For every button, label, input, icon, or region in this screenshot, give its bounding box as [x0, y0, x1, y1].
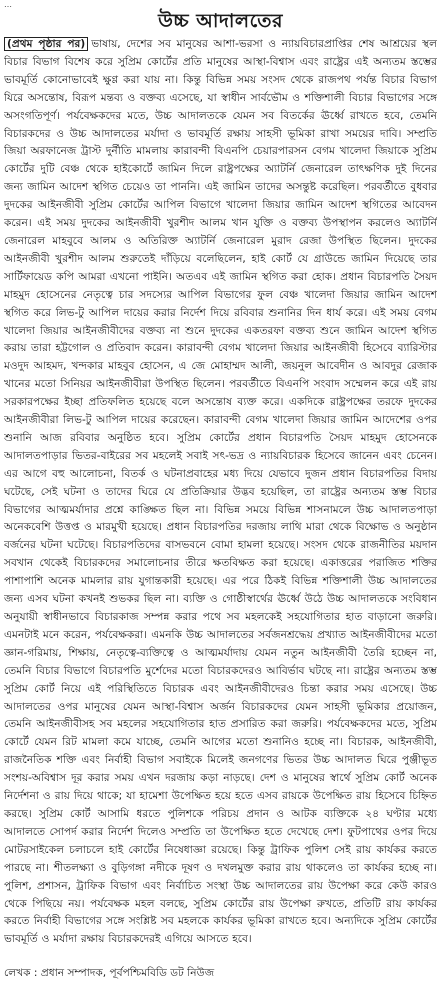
article-text: ভাষায়, দেশের সব মানুষের আশা-ভরসা ও ন্যায়বিচারপ্রাপ্তির শেষ আশ্রয়ের স্থল বিচার বিভাগ বিশেষ করে সুপ্রিম কোর্টের প্রতি মানুষের আস্থা-বিশ্বাস এবং রাষ্ট্রের এই অন্যতম স্তম্ভের ভাবমূর্তি কোনোভাবেই ক্ষুণ্ণ করা যায় না। কিন্তু বিভিন্ন সময় সংসদ থেকে রাজপথ পর্যন্ত বিচার বিভাগ যিরে অসন্তোষ, বিরূপ মন্তব্য ও বক্তব্য এসেছে, যা স্বাধীন সার্বভৌম ও শক্তিশালী বিচার বিভাগের সঙ্গে অসংগতিপূর্ণ। পর্যবেক্ষকদের মতে, উচ্চ আদালতকে যেমন সব বিতর্কের ঊর্ধ্বে রাখতে হবে, তেমনি বিচারকদের ও উচ্চ আদালতের মর্যাদা ও ভাবমূর্তি রক্ষায় সাহসী ভূমিকা রাখা সময়ের দাবি। সম্প্রতি জিয়া অরফানেজ ট্রাস্ট দুর্নীতি মামলায় কারাবন্দী বিএনপি চেয়ারপারসন বেগম খালেদা জিয়াকে সুপ্রিম কোর্টের দুটি বেঞ্চ থেকে হাইকোর্টে জামিন দিলে রাষ্ট্রপক্ষের অ্যাটর্নি জেনারেল তাৎক্ষণিক দুই দিনের জন্য জামিন আদেশ স্থগিত চেয়েও তা পাননি। এই জামিন তাদের অসন্তুষ্ট করেছিল। পরবর্তীতে বুধবার দুদকের আইনজীবী সুপ্রিম কোর্টের আপিল বিভাগে খালেদা জিয়ার জামিন আদেশ স্থগিতের আবেদন করেন। এই সময় দুদকের আইনজীবী খুরশীদ আলম খান যুক্তি ও বক্তব্য উপস্থাপন করলেও অ্যাটর্নি জেনারেল মাহবুবে আলম ও অতিরিক্ত অ্যাটর্নি জেনারেল মুরাদ রেজা উপস্থিত ছিলেন। দুদকের আইনজীবী খুরশীদ আলম শুরুতেই দাঁড়িয়ে বলেছিলেন, হাই কোর্ট যে গ্রাউন্ডে জামিন দিয়েছে তার সার্টিফায়েড কপি আমরা এখনো পাইনি। অতএব এই জামিন স্থগিত করা হোক। প্রধান বিচারপতি সৈয়দ মাহমুদ হোসেনের নেতৃত্বে চার সদস্যের আপিল বিভাগের ফুল বেঞ্চ খালেদা জিয়ার জামিন আদেশ স্থগিত করে লিভ-টু আপিল দায়ের করার নির্দেশ দিয়ে রবিবার শুনানির দিন ধার্য করে। এই সময় বেগম খালেদা জিয়ার আইনজীবীদের বক্তব্য না শুনে দুদকের একতরফা বক্তব্য শুনে জামিন আদেশ স্থগিত করায় তারা হট্টগোল ও প্রতিবাদ করেন। কারাবন্দী বেগম খালেদা জিয়ার আইনজীবী হিসেবে ব্যারিস্টার মওদুদ আহমদ, খন্দকার মাহবুব হোসেন, এ জে মোহাম্মদ আলী, জয়নুল আবেদীন ও আবদুর রেজাক খানের মতো সিনিয়র আইনজীবীরা উপস্থিত ছিলেন। পরবর্তীতে বিএনপি সংবাদ সম্মেলন করে এই রায় সরকারপক্ষের ইচ্ছা প্রতিফলিত হয়েছে বলে অসন্তোষ ব্যক্ত করে। একদিকে রাষ্ট্রপক্ষের তরফে দুদকের আইনজীবীরা লিভ-টু আপিল দায়ের করেছেন। কারাবন্দী বেগম খালেদা জিয়ার জামিন আদেশের ওপর শুনানি আজ রবিবার অনুষ্ঠিত হবে। সুপ্রিম কোর্টের প্রধান বিচারপতি সৈয়দ মাহমুদ হোসেনকে আদালতপাড়ার ভিতর-বাইরের সব মহলেই সবাই সৎ-ভদ্র ও ন্যায়বিচারক হিসেবে জানেন এবং চেনেন। এর আগে বহু আলোচনা, বিতর্ক ও ঘটনাপ্রবাহের মধ্য দিয়ে যেভাবে দুজন প্রধান বিচারপতির বিদায় ঘটেছে, সেই ঘটনা ও তাদের ঘিরে যে প্রতিক্রিয়ার উদ্ভব হয়েছিল, তা রাষ্ট্রের অন্যতম স্তম্ভ বিচার বিভাগের আত্মমর্যাদার প্রশ্নে কাঙ্ক্ষিত ছিল না। বিভিন্ন সময়ে বিভিন্ন শাসনামলে উচ্চ আদালতপাড়া অনেকবেশি উত্তপ্ত ও মারমুখী হয়েছে। প্রধান বিচারপতির দরজায় লাথি মারা থেকে বিক্ষোভ ও অনুষ্ঠান বর্জনের ঘটনা ঘটেছে। বিচারপতিদের বাসভবনে বোমা হামলা হয়েছে। সংসদ থেকে রাজনীতির ময়দান সবখান থেকেই বিচারকদের সমালোচনার তীরে ক্ষতবিক্ষত করা হয়েছে। একাত্তরের পরাজিত শক্তির পাশাপাশি অনেক মামলার রায় যুগান্তকারী হয়েছে। এর পরে ঠিকই বিভিন্ন শক্তিশালী উচ্চ আদালতের জন্য এসব ঘটনা কখনই শুভকর ছিল না। ব্যক্তি ও গোষ্ঠীস্বার্থের ঊর্ধ্বে উঠে উচ্চ আদালতকে সংবিধান অনুযায়ী স্বাধীনভাবে বিচারকাজ সম্পন্ন করার পথে সব মহলকেই সহযোগিতার হাত বাড়ানো জরুরি। এমনটাই মনে করেন, পর্যবেক্ষকরা। এমনকি উচ্চ আদালতের সর্বজনশ্রদ্ধেয় প্রখ্যাত আইনজীবীদের মতো জ্ঞান-গরিমায়, শিক্ষায়, নেতৃত্বে-ব্যক্তিত্বে ও আত্মমর্যাদায় যেমন নতুন আইনজীবী তৈরি হচ্ছেন না, তেমনি বিচার বিভাগে বিচারপতি মুর্শেদের মতো বিচারকদেরও আবির্ভাব ঘটছে না। রাষ্ট্রের অন্যতম স্তম্ভ সুপ্রিম কোর্ট নিয়ে এই পরিস্থিতিতে বিচারক এবং আইনজীবীদেরও চিন্তা করার সময় এসেছে। উচ্চ আদালতের ওপর মানুষের যেমন আস্থা-বিশ্বাস অর্জন বিচারকদের যেমন সাহসী ভূমিকার প্রয়োজন, তেমনি আইনজীবীসহ সব মহলের সহযোগিতার হাত প্রসারিত করা জরুরি। পর্যবেক্ষকদের মতে, সুপ্রিম কোর্টে যেমন রিট মামলা কমে যাচ্ছে, তেমনি আগের মতো শুনানিও হচ্ছে না। বিচারক, আইনজীবী, রাজনৈতিক শক্তি এবং নির্বাহী বিভাগ সবাইকে মিলেই জনগণের ভিতর উচ্চ আদালত ঘিরে পুঞ্জীভূত সংশয়-অবিশ্বাস দূর করার সময় এখন দরজায় কড়া নাড়ছে। দেশ ও মানুষের স্বার্থে সুপ্রিম কোর্ট অনেক নির্দেশনা ও রায় দিয়ে থাকে; যা হামেশা উপেক্ষিত হয়ে হতে এসব রায়কে উপেক্ষিত রায় হিসেবে চিহ্নিত করছে। সুপ্রিম কোর্ট আসামি ধরতে পুলিশকে পরিচয় প্রদান ও আটক ব্যক্তিকে ২৪ ঘণ্টার মধ্যে আদালতে সোপর্দ করার নির্দেশ দিলেও সম্প্রতি তা উপেক্ষিত হতে দেখেছে দেশ। ফুটপাথের ওপর দিয়ে মোটরসাইকেল চলাচলে হাই কোর্টের নিষেধাজ্ঞা রয়েছে। কিন্তু ট্রাফিক পুলিশ সেই রায় কার্যকর করতে পারছে না। শীতলক্ষ্যা ও বুড়িগঙ্গা নদীকে দূষণ ও দখলমুক্ত করার রায় থাকলেও তা কার্যকর হচ্ছে না। পুলিশ, প্রশাসন, ট্রাফিক বিভাগ এবং নির্বাচিত সংস্থা উচ্চ আদালতের রায় উপেক্ষা করে কেউ কারও থেকে পিছিয়ে নয়। পর্যবেক্ষক মহল বলছে, সুপ্রিম কোর্টের রায় উপেক্ষা রুখতে, প্রতিটি রায় কার্যকর করতে নির্বাহী বিভাগের সঙ্গে সংশ্লিষ্ট সব মহলকে কার্যকর ভূমিকা রাখতে হবে। অন্যদিকে সুপ্রিম কোর্টের ভাবমূর্তি ও মর্যাদা রক্ষায় বিচারকদেরই এগিয়ে আসতে হবে।: [4, 38, 437, 946]
article-headline: উচ্চ আদালতের: [158, 10, 283, 32]
author-byline: লেখক : প্রধান সম্পাদক, পূর্বপশ্চিমবিডি ডট নিউজ: [4, 967, 215, 979]
previous-article-fragment: …: [4, 0, 12, 9]
article-body: [4, 36, 437, 966]
continuation-label: (প্রথম পৃষ্ঠার পর): [4, 37, 88, 51]
